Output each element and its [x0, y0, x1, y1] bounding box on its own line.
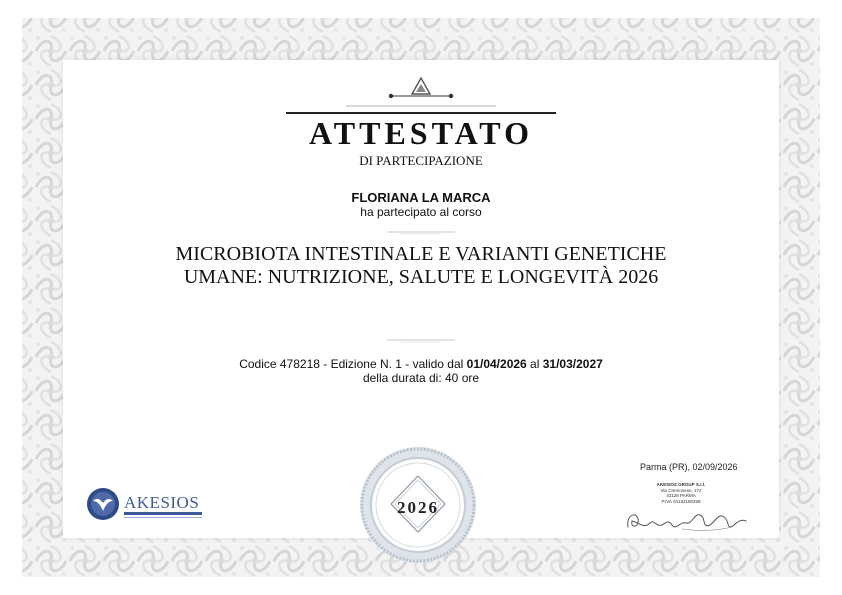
certificate-title: ATTESTATO [309, 115, 533, 151]
valid-to-date: 31/03/2027 [542, 357, 603, 371]
divider-bottom [387, 339, 455, 343]
stamp-company-name: AKESIOS GROUP S.r.l. [656, 482, 706, 487]
header-ornament [286, 76, 556, 118]
place-date: Parma (PR), 02/09/2026 [640, 462, 738, 472]
stamp-city: 43126 PARMA [666, 493, 696, 499]
code-prefix: Codice 478218 - Edizione N. 1 - valido dal [239, 357, 467, 371]
course-code-line [0, 357, 842, 371]
akesios-logo-text: AKESIOS [124, 493, 200, 512]
participation-text: ha partecipato al corso [360, 205, 482, 219]
stamp-vat: P.IVA 04132180268 [661, 498, 701, 504]
course-title-line-1: MICROBIOTA INTESTINALE E VARIANTI GENETICHE [175, 243, 667, 265]
course-title-line-2: UMANE: NUTRIZIONE, SALUTE E LONGEVITÀ 2026 [183, 266, 659, 288]
code-mid: al [526, 357, 543, 371]
divider-top [387, 231, 455, 235]
handwritten-signature [620, 503, 750, 537]
participant-name: FLORIANA LA MARCA [351, 190, 491, 205]
company-stamp [640, 482, 722, 504]
seal-year: 2026 [397, 498, 439, 517]
stamp-address: Via Cremonese, 172 [660, 487, 702, 493]
course-title [0, 243, 842, 289]
course-duration: della durata di: 40 ore [362, 371, 480, 385]
valid-from-date: 01/04/2026 [466, 357, 527, 371]
certificate-subtitle: DI PARTECIPAZIONE [359, 153, 483, 168]
